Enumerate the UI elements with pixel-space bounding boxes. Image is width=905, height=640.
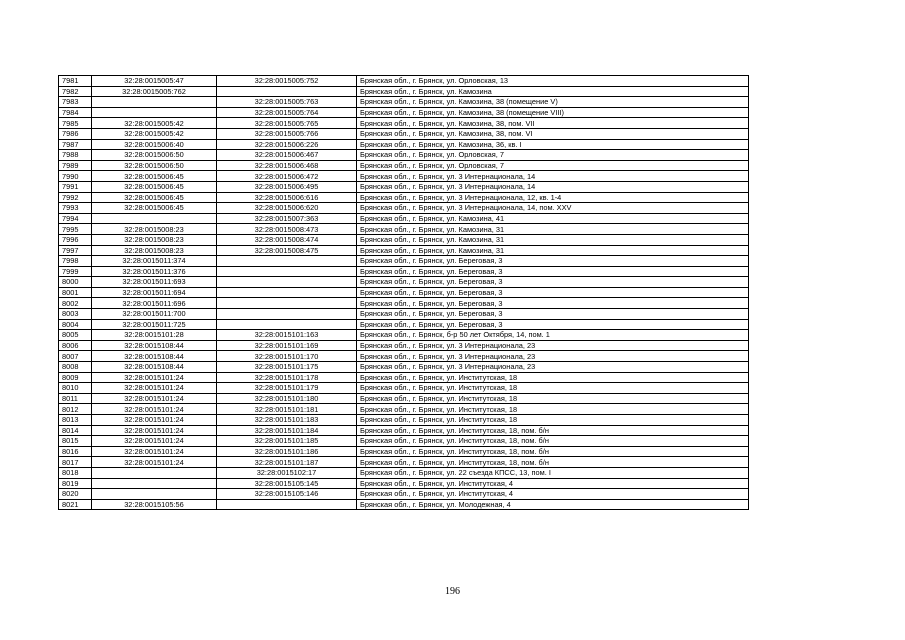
object-number-cell: 32:28:0015105:146 <box>217 489 357 500</box>
row-number-cell: 8001 <box>59 287 92 298</box>
row-number-cell: 7994 <box>59 213 92 224</box>
table-row <box>59 192 749 203</box>
object-number-cell: 32:28:0015101:179 <box>217 383 357 394</box>
row-number-cell: 8018 <box>59 467 92 478</box>
parcel-number-cell: 32:28:0015005:42 <box>92 118 217 129</box>
row-number-cell: 7981 <box>59 76 92 87</box>
object-number-cell: 32:28:0015101:180 <box>217 393 357 404</box>
address-cell: Брянская обл., г. Брянск, ул. Береговая, 3 <box>357 309 749 320</box>
registry-table-body <box>59 76 749 510</box>
parcel-number-cell: 32:28:0015006:45 <box>92 181 217 192</box>
object-number-cell: 32:28:0015101:186 <box>217 446 357 457</box>
parcel-number-cell: 32:28:0015005:42 <box>92 128 217 139</box>
row-number-cell: 8019 <box>59 478 92 489</box>
object-number-cell: 32:28:0015006:468 <box>217 160 357 171</box>
address-cell: Брянская обл., г. Брянск, ул. Институтская, 18 <box>357 383 749 394</box>
row-number-cell: 7992 <box>59 192 92 203</box>
address-cell: Брянская обл., г. Брянск, ул. Институтская, 18 <box>357 415 749 426</box>
table-row <box>59 309 749 320</box>
parcel-number-cell: 32:28:0015101:24 <box>92 446 217 457</box>
table-row <box>59 171 749 182</box>
row-number-cell: 7986 <box>59 128 92 139</box>
parcel-number-cell: 32:28:0015101:24 <box>92 372 217 383</box>
parcel-number-cell: 32:28:0015006:50 <box>92 150 217 161</box>
table-row <box>59 213 749 224</box>
object-number-cell <box>217 319 357 330</box>
table-row <box>59 203 749 214</box>
row-number-cell: 7996 <box>59 234 92 245</box>
parcel-number-cell: 32:28:0015105:56 <box>92 499 217 510</box>
parcel-number-cell: 32:28:0015101:24 <box>92 415 217 426</box>
parcel-number-cell: 32:28:0015101:24 <box>92 425 217 436</box>
object-number-cell: 32:28:0015101:187 <box>217 457 357 468</box>
table-row <box>59 298 749 309</box>
object-number-cell <box>217 309 357 320</box>
table-row <box>59 118 749 129</box>
object-number-cell: 32:28:0015006:495 <box>217 181 357 192</box>
object-number-cell: 32:28:0015005:764 <box>217 107 357 118</box>
row-number-cell: 8013 <box>59 415 92 426</box>
table-row <box>59 224 749 235</box>
table-row <box>59 362 749 373</box>
parcel-number-cell: 32:28:0015006:40 <box>92 139 217 150</box>
object-number-cell: 32:28:0015006:467 <box>217 150 357 161</box>
table-row <box>59 256 749 267</box>
table-row <box>59 287 749 298</box>
table-row <box>59 160 749 171</box>
parcel-number-cell: 32:28:0015011:374 <box>92 256 217 267</box>
row-number-cell: 8000 <box>59 277 92 288</box>
table-row <box>59 446 749 457</box>
table-row <box>59 330 749 341</box>
table-row <box>59 351 749 362</box>
address-cell: Брянская обл., г. Брянск, б-р 50 лет Октября, 14, пом. 1 <box>357 330 749 341</box>
parcel-number-cell: 32:28:0015101:24 <box>92 404 217 415</box>
table-row <box>59 489 749 500</box>
parcel-number-cell: 32:28:0015006:45 <box>92 203 217 214</box>
row-number-cell: 8002 <box>59 298 92 309</box>
address-cell: Брянская обл., г. Брянск, ул. Камозина, 38, пом. VI <box>357 128 749 139</box>
row-number-cell: 8004 <box>59 319 92 330</box>
table-row <box>59 150 749 161</box>
address-cell: Брянская обл., г. Брянск, ул. Камозина, 31 <box>357 234 749 245</box>
parcel-number-cell: 32:28:0015006:45 <box>92 192 217 203</box>
row-number-cell: 7990 <box>59 171 92 182</box>
parcel-number-cell <box>92 478 217 489</box>
row-number-cell: 8017 <box>59 457 92 468</box>
table-row <box>59 404 749 415</box>
object-number-cell <box>217 287 357 298</box>
address-cell: Брянская обл., г. Брянск, ул. 3 Интернационала, 23 <box>357 351 749 362</box>
address-cell: Брянская обл., г. Брянск, ул. Институтская, 4 <box>357 489 749 500</box>
address-cell: Брянская обл., г. Брянск, ул. Институтская, 18, пом. б/н <box>357 436 749 447</box>
parcel-number-cell: 32:28:0015008:23 <box>92 224 217 235</box>
table-row <box>59 97 749 108</box>
address-cell: Брянская обл., г. Брянск, ул. Камозина, 38, пом. VII <box>357 118 749 129</box>
object-number-cell <box>217 298 357 309</box>
row-number-cell: 8005 <box>59 330 92 341</box>
address-cell: Брянская обл., г. Брянск, ул. Береговая, 3 <box>357 266 749 277</box>
address-cell: Брянская обл., г. Брянск, ул. Орловская, 7 <box>357 160 749 171</box>
address-cell: Брянская обл., г. Брянск, ул. Институтская, 18, пом. б/н <box>357 446 749 457</box>
parcel-number-cell: 32:28:0015005:762 <box>92 86 217 97</box>
row-number-cell: 8006 <box>59 340 92 351</box>
row-number-cell: 8009 <box>59 372 92 383</box>
table-row <box>59 245 749 256</box>
address-cell: Брянская обл., г. Брянск, ул. Орловская, 7 <box>357 150 749 161</box>
address-cell: Брянская обл., г. Брянск, ул. 22 съезда КПСС, 13, пом. I <box>357 467 749 478</box>
table-row <box>59 128 749 139</box>
row-number-cell: 7984 <box>59 107 92 118</box>
row-number-cell: 7997 <box>59 245 92 256</box>
parcel-number-cell: 32:28:0015006:45 <box>92 171 217 182</box>
object-number-cell: 32:28:0015005:765 <box>217 118 357 129</box>
row-number-cell: 8003 <box>59 309 92 320</box>
parcel-number-cell: 32:28:0015101:24 <box>92 393 217 404</box>
address-cell: Брянская обл., г. Брянск, ул. Институтская, 18 <box>357 404 749 415</box>
table-row <box>59 319 749 330</box>
table-row <box>59 457 749 468</box>
address-cell: Брянская обл., г. Брянск, ул. Береговая, 3 <box>357 256 749 267</box>
address-cell: Брянская обл., г. Брянск, ул. Молодежная, 4 <box>357 499 749 510</box>
address-cell: Брянская обл., г. Брянск, ул. Институтская, 18, пом. б/н <box>357 425 749 436</box>
parcel-number-cell: 32:28:0015008:23 <box>92 245 217 256</box>
parcel-number-cell: 32:28:0015101:28 <box>92 330 217 341</box>
row-number-cell: 8007 <box>59 351 92 362</box>
row-number-cell: 7993 <box>59 203 92 214</box>
object-number-cell: 32:28:0015006:226 <box>217 139 357 150</box>
parcel-number-cell: 32:28:0015008:23 <box>92 234 217 245</box>
object-number-cell <box>217 277 357 288</box>
parcel-number-cell <box>92 213 217 224</box>
address-cell: Брянская обл., г. Брянск, ул. 3 Интернационала, 23 <box>357 362 749 373</box>
page-number: 196 <box>445 586 460 597</box>
address-cell: Брянская обл., г. Брянск, ул. 3 Интернационала, 14 <box>357 171 749 182</box>
row-number-cell: 7987 <box>59 139 92 150</box>
object-number-cell: 32:28:0015007:363 <box>217 213 357 224</box>
row-number-cell: 7989 <box>59 160 92 171</box>
registry-table <box>58 75 749 510</box>
object-number-cell: 32:28:0015006:472 <box>217 171 357 182</box>
address-cell: Брянская обл., г. Брянск, ул. Камозина, 38 (помещение VIII) <box>357 107 749 118</box>
object-number-cell: 32:28:0015008:473 <box>217 224 357 235</box>
table-row <box>59 415 749 426</box>
address-cell: Брянская обл., г. Брянск, ул. Береговая, 3 <box>357 319 749 330</box>
table-row <box>59 277 749 288</box>
address-cell: Брянская обл., г. Брянск, ул. 3 Интернационала, 12, кв. 1-4 <box>357 192 749 203</box>
address-cell: Брянская обл., г. Брянск, ул. Камозина, 41 <box>357 213 749 224</box>
table-row <box>59 340 749 351</box>
object-number-cell: 32:28:0015101:175 <box>217 362 357 373</box>
parcel-number-cell: 32:28:0015108:44 <box>92 362 217 373</box>
row-number-cell: 8010 <box>59 383 92 394</box>
address-cell: Брянская обл., г. Брянск, ул. Институтская, 4 <box>357 478 749 489</box>
parcel-number-cell: 32:28:0015011:700 <box>92 309 217 320</box>
address-cell: Брянская обл., г. Брянск, ул. Камозина, 31 <box>357 245 749 256</box>
address-cell: Брянская обл., г. Брянск, ул. Камозина, 31 <box>357 224 749 235</box>
table-row <box>59 478 749 489</box>
table-row <box>59 425 749 436</box>
parcel-number-cell: 32:28:0015011:725 <box>92 319 217 330</box>
address-cell: Брянская обл., г. Брянск, ул. Институтская, 18 <box>357 393 749 404</box>
table-row <box>59 181 749 192</box>
address-cell: Брянская обл., г. Брянск, ул. Камозина, 38 (помещение V) <box>357 97 749 108</box>
object-number-cell: 32:28:0015008:474 <box>217 234 357 245</box>
parcel-number-cell: 32:28:0015108:44 <box>92 340 217 351</box>
object-number-cell: 32:28:0015105:145 <box>217 478 357 489</box>
address-cell: Брянская обл., г. Брянск, ул. 3 Интернационала, 14, пом. XXV <box>357 203 749 214</box>
address-cell: Брянская обл., г. Брянск, ул. Орловская, 13 <box>357 76 749 87</box>
parcel-number-cell: 32:28:0015011:694 <box>92 287 217 298</box>
table-row <box>59 372 749 383</box>
row-number-cell: 8016 <box>59 446 92 457</box>
parcel-number-cell: 32:28:0015011:693 <box>92 277 217 288</box>
parcel-number-cell: 32:28:0015101:24 <box>92 457 217 468</box>
address-cell: Брянская обл., г. Брянск, ул. Береговая, 3 <box>357 298 749 309</box>
row-number-cell: 7982 <box>59 86 92 97</box>
parcel-number-cell <box>92 467 217 478</box>
table-row <box>59 393 749 404</box>
row-number-cell: 7991 <box>59 181 92 192</box>
table-row <box>59 499 749 510</box>
table-row <box>59 436 749 447</box>
row-number-cell: 7988 <box>59 150 92 161</box>
parcel-number-cell: 32:28:0015011:696 <box>92 298 217 309</box>
address-cell: Брянская обл., г. Брянск, ул. Камозина, 36, кв. I <box>357 139 749 150</box>
object-number-cell: 32:28:0015006:620 <box>217 203 357 214</box>
parcel-number-cell: 32:28:0015101:24 <box>92 436 217 447</box>
parcel-number-cell <box>92 489 217 500</box>
parcel-number-cell <box>92 97 217 108</box>
row-number-cell: 7999 <box>59 266 92 277</box>
object-number-cell: 32:28:0015101:170 <box>217 351 357 362</box>
row-number-cell: 8021 <box>59 499 92 510</box>
object-number-cell: 32:28:0015101:169 <box>217 340 357 351</box>
parcel-number-cell <box>92 107 217 118</box>
table-row <box>59 86 749 97</box>
object-number-cell <box>217 266 357 277</box>
object-number-cell <box>217 256 357 267</box>
object-number-cell: 32:28:0015005:752 <box>217 76 357 87</box>
table-row <box>59 467 749 478</box>
object-number-cell: 32:28:0015008:475 <box>217 245 357 256</box>
row-number-cell: 8012 <box>59 404 92 415</box>
parcel-number-cell: 32:28:0015108:44 <box>92 351 217 362</box>
object-number-cell <box>217 499 357 510</box>
address-cell: Брянская обл., г. Брянск, ул. Институтская, 18 <box>357 372 749 383</box>
object-number-cell: 32:28:0015101:181 <box>217 404 357 415</box>
row-number-cell: 8011 <box>59 393 92 404</box>
object-number-cell: 32:28:0015101:185 <box>217 436 357 447</box>
address-cell: Брянская обл., г. Брянск, ул. Институтская, 18, пом. б/н <box>357 457 749 468</box>
object-number-cell: 32:28:0015101:178 <box>217 372 357 383</box>
parcel-number-cell: 32:28:0015011:376 <box>92 266 217 277</box>
row-number-cell: 7995 <box>59 224 92 235</box>
row-number-cell: 8008 <box>59 362 92 373</box>
parcel-number-cell: 32:28:0015101:24 <box>92 383 217 394</box>
table-row <box>59 234 749 245</box>
address-cell: Брянская обл., г. Брянск, ул. Камозина <box>357 86 749 97</box>
row-number-cell: 7998 <box>59 256 92 267</box>
parcel-number-cell: 32:28:0015006:50 <box>92 160 217 171</box>
table-row <box>59 76 749 87</box>
object-number-cell: 32:28:0015006:616 <box>217 192 357 203</box>
address-cell: Брянская обл., г. Брянск, ул. 3 Интернационала, 23 <box>357 340 749 351</box>
row-number-cell: 7983 <box>59 97 92 108</box>
table-row <box>59 266 749 277</box>
object-number-cell: 32:28:0015101:184 <box>217 425 357 436</box>
parcel-number-cell: 32:28:0015005:47 <box>92 76 217 87</box>
table-row <box>59 139 749 150</box>
table-row <box>59 107 749 118</box>
address-cell: Брянская обл., г. Брянск, ул. Береговая, 3 <box>357 287 749 298</box>
object-number-cell: 32:28:0015005:766 <box>217 128 357 139</box>
table-row <box>59 383 749 394</box>
object-number-cell <box>217 86 357 97</box>
object-number-cell: 32:28:0015005:763 <box>217 97 357 108</box>
object-number-cell: 32:28:0015101:183 <box>217 415 357 426</box>
row-number-cell: 7985 <box>59 118 92 129</box>
address-cell: Брянская обл., г. Брянск, ул. Береговая, 3 <box>357 277 749 288</box>
row-number-cell: 8014 <box>59 425 92 436</box>
row-number-cell: 8020 <box>59 489 92 500</box>
address-cell: Брянская обл., г. Брянск, ул. 3 Интернационала, 14 <box>357 181 749 192</box>
row-number-cell: 8015 <box>59 436 92 447</box>
object-number-cell: 32:28:0015102:17 <box>217 467 357 478</box>
object-number-cell: 32:28:0015101:163 <box>217 330 357 341</box>
